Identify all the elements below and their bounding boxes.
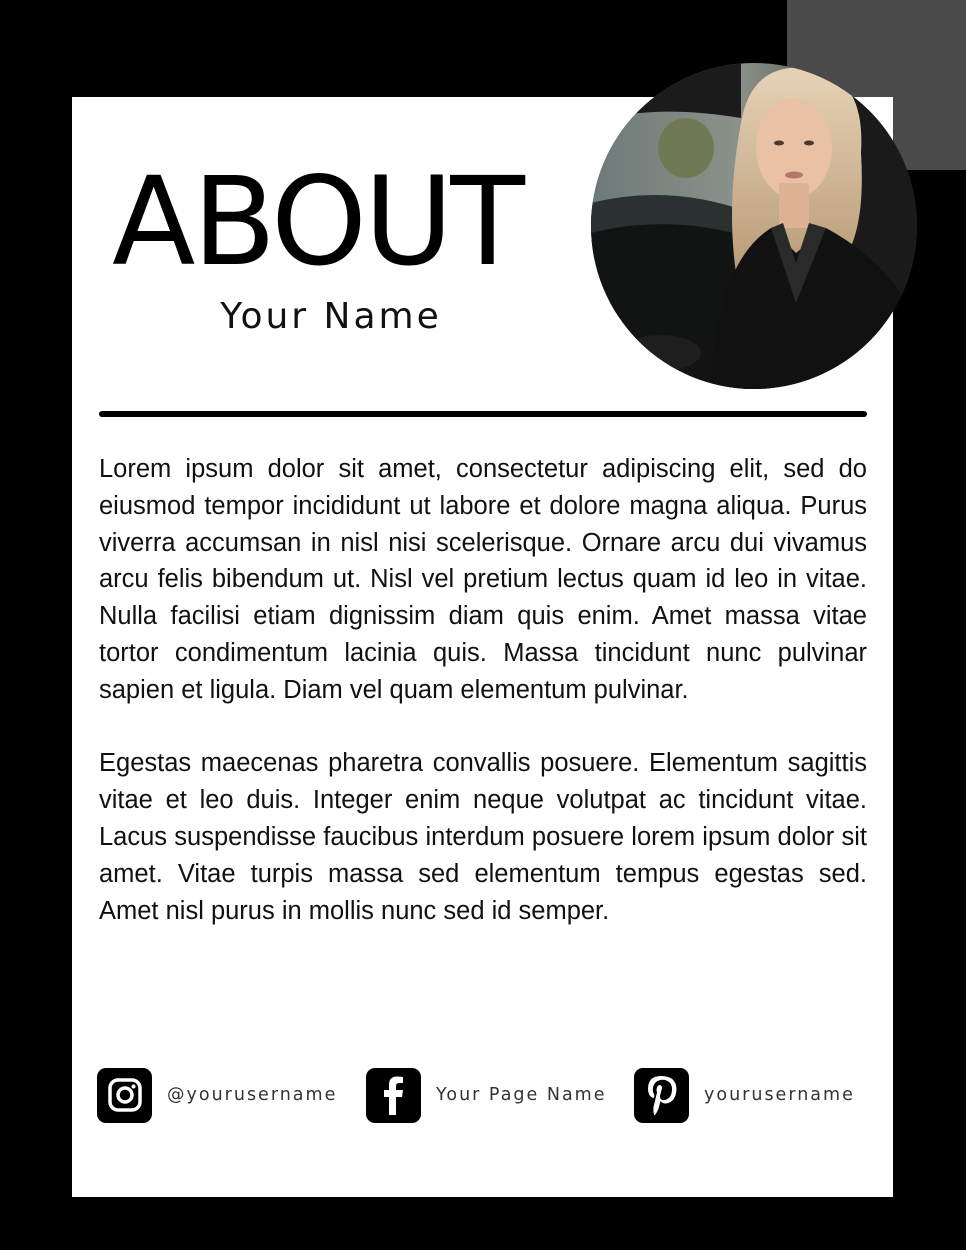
pinterest-icon[interactable]	[634, 1068, 689, 1123]
social-facebook[interactable]	[366, 1067, 606, 1123]
profile-photo	[591, 63, 917, 389]
instagram-icon[interactable]	[97, 1068, 152, 1123]
page-title: ABOUT	[112, 151, 522, 293]
body-paragraph-1: Lorem ipsum dolor sit amet, consectetur adipiscing elit, sed do eiusmod tempor incididunt ut labore et dolore magna aliqua. Purus viverra accumsan in nisl nisi scelerisque. Ornare arcu dui vivamus arcu felis bibendum ut. Nisl vel pretium lectus quam id leo in vitae. Nulla facilisi etiam dignissim diam quis enim. Amet massa vitae tortor condimentum lacinia quis. Massa tincidunt nunc pulvinar sapien et ligula. Diam vel quam elementum pulvinar.	[99, 455, 867, 704]
facebook-page-name[interactable]: Your Page Name	[436, 1085, 607, 1105]
instagram-handle[interactable]: @yourusername	[167, 1085, 338, 1105]
social-instagram[interactable]	[97, 1067, 337, 1123]
body-paragraph-2: Egestas maecenas pharetra convallis posuere. Elementum sagittis vitae et leo duis. Integer enim neque volutpat ac tincidunt vitae. Lacus suspendisse faucibus interdum posuere lorem ipsum dolor sit amet. Vitae turpis massa sed elementum tempus egestas sed. Amet nisl purus in mollis nunc sed id semper.	[99, 749, 867, 925]
pinterest-handle[interactable]: yourusername	[704, 1085, 855, 1105]
facebook-icon[interactable]	[366, 1068, 421, 1123]
profile-photo-illustration	[591, 63, 917, 389]
name-subtitle: Your Name	[220, 296, 442, 337]
social-pinterest[interactable]	[634, 1067, 855, 1123]
title-divider	[99, 411, 867, 417]
about-body	[99, 451, 867, 966]
